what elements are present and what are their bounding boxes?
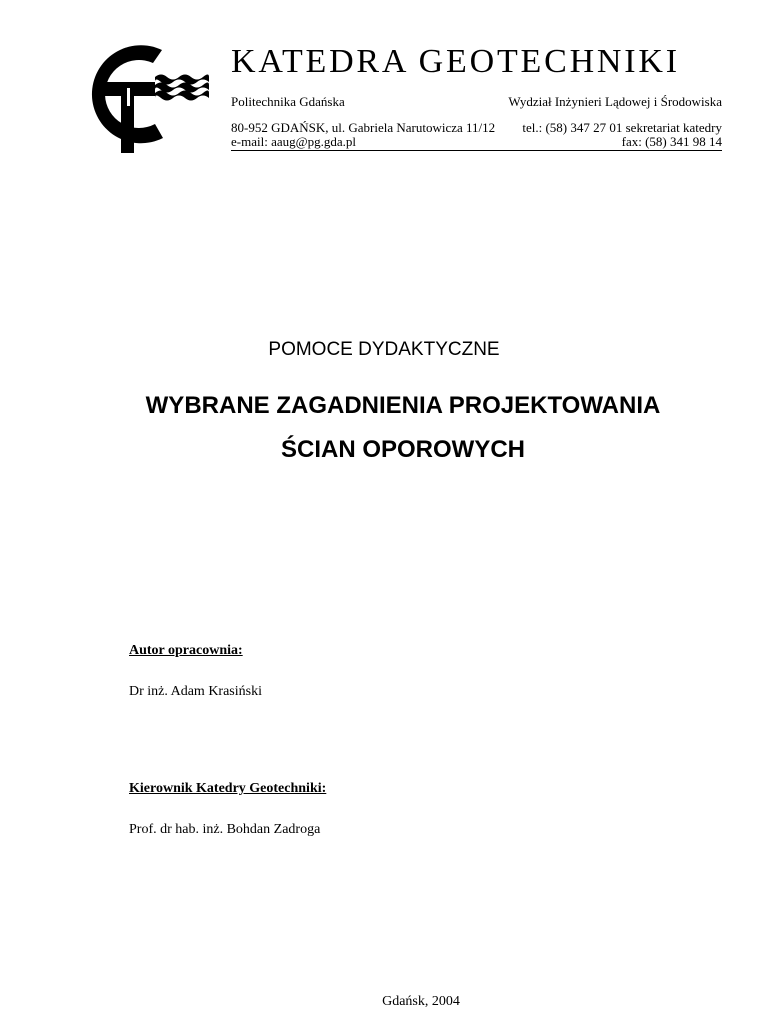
faculty-name: Wydział Inżynieri Lądowej i Środowiska bbox=[508, 94, 722, 109]
university-name: Politechnika Gdańska bbox=[231, 94, 345, 109]
org-title: KATEDRA GEOTECHNIKI bbox=[231, 43, 680, 80]
katedra-geotechniki-logo-icon bbox=[71, 40, 211, 155]
address-text: 80-952 GDAŃSK, ul. Gabriela Narutowicza 11/12 bbox=[231, 120, 496, 135]
document-kicker: POMOCE DYDAKTYCZNE bbox=[268, 339, 500, 360]
header-divider bbox=[231, 150, 722, 151]
document-title-line-2: ŚCIAN OPOROWYCH bbox=[280, 436, 525, 463]
fax-text: fax: (58) 341 98 14 bbox=[621, 134, 722, 149]
document-title-line-1: WYBRANE ZAGADNIENIA PROJEKTOWANIA bbox=[145, 392, 661, 419]
head-of-department-name: Prof. dr hab. inż. Bohdan Zadroga bbox=[129, 822, 321, 837]
email-text: e-mail: aaug@pg.gda.pl bbox=[231, 134, 356, 149]
head-of-department-label: Kierownik Katedry Geotechniki: bbox=[129, 781, 327, 796]
footer-place-year: Gdańsk, 2004 bbox=[382, 994, 460, 1009]
author-label: Autor opracownia: bbox=[129, 643, 243, 658]
author-name: Dr inż. Adam Krasiński bbox=[129, 684, 262, 699]
phone-text: tel.: (58) 347 27 01 sekretariat katedry bbox=[522, 120, 722, 135]
